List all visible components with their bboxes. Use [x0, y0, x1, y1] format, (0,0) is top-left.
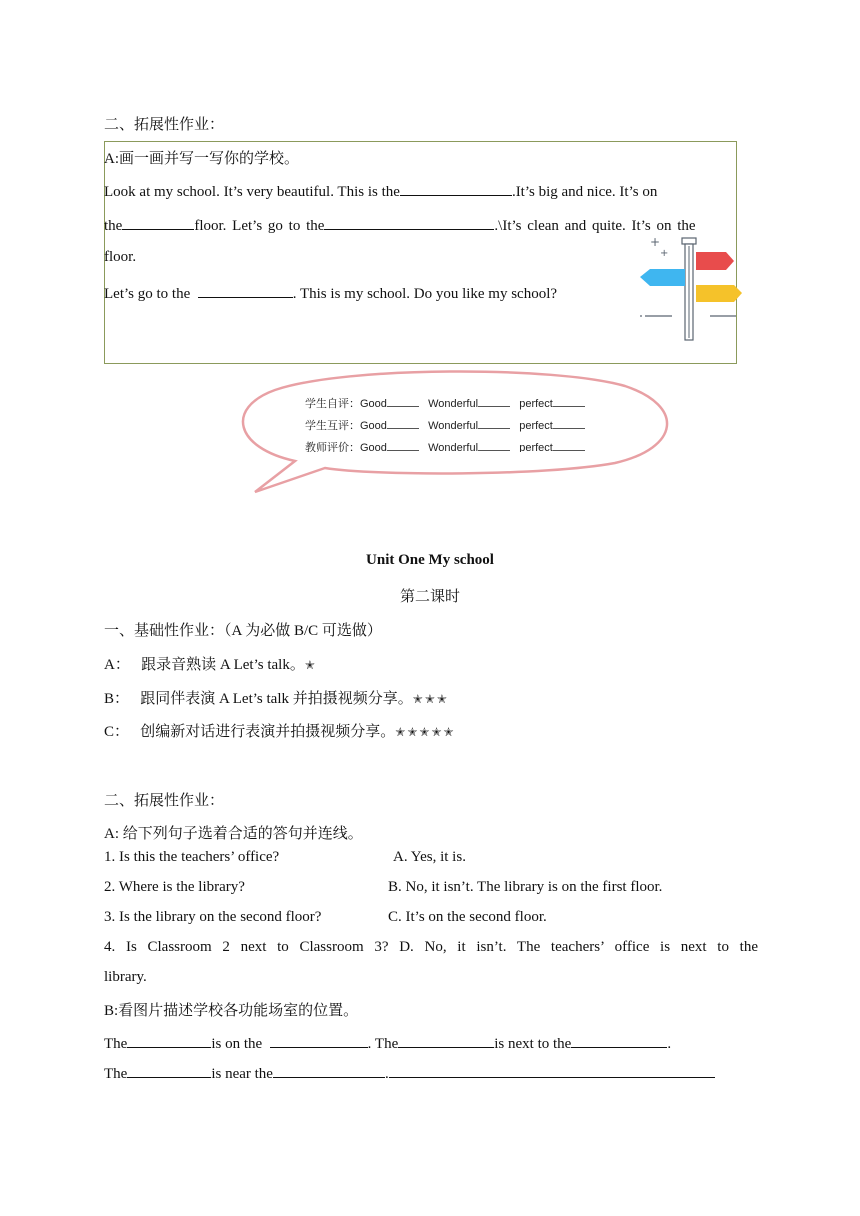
- evaluation-good: Good: [360, 398, 387, 410]
- box-line-1: [104, 181, 657, 201]
- box-line-4-text-a: Let’s go to the: [104, 286, 191, 302]
- basic-item-text: 创编新对话进行表演并拍摄视频分享。: [140, 724, 396, 740]
- describe-text: .: [667, 1036, 672, 1052]
- evaluation-blank[interactable]: [553, 418, 585, 429]
- speech-bubble: [225, 368, 673, 498]
- question-4: 4. Is Classroom 2 next to Classroom 3? D. No, it isn’t. The teachers’ office is next to the: [104, 939, 758, 955]
- evaluation-perfect: perfect: [519, 398, 553, 410]
- signpost-icon: [636, 232, 746, 344]
- blank-extra-sentence[interactable]: [389, 1063, 715, 1078]
- section-heading-basic: 一、基础性作业：（A 为必做 B/C 可选做）: [104, 623, 382, 639]
- question-1: 1. Is this the teachers’ office?: [104, 849, 280, 865]
- describe-text: is on the: [211, 1036, 263, 1052]
- evaluation-wonderful: Wonderful: [428, 420, 479, 432]
- box-line-2-text-c: .\It’s clean and quite. It’s on the: [494, 218, 696, 234]
- blank-line-2a[interactable]: [122, 215, 194, 230]
- evaluation-row-self: [305, 395, 585, 411]
- blank-room-4[interactable]: [127, 1063, 211, 1078]
- ext-task-b: B:看图片描述学校各功能场室的位置。: [104, 1003, 359, 1019]
- evaluation-good: Good: [360, 442, 387, 452]
- blank-room-3[interactable]: [571, 1033, 667, 1048]
- svg-text:+: +: [660, 248, 669, 259]
- box-task-a: A:画一画并写一写你的学校。: [104, 151, 300, 167]
- evaluation-blank[interactable]: [478, 418, 510, 429]
- blank-floor-1[interactable]: [270, 1033, 368, 1048]
- describe-text: is near the: [211, 1066, 273, 1082]
- blank-room-2[interactable]: [398, 1033, 494, 1048]
- question-4-cont: library.: [104, 969, 147, 985]
- evaluation-label: 教师评价：: [305, 442, 360, 452]
- evaluation-row-teacher: [305, 439, 585, 452]
- evaluation-blank[interactable]: [553, 396, 585, 407]
- describe-text: .: [384, 1066, 389, 1082]
- lesson-title: 第二课时: [399, 589, 460, 605]
- question-3: 3. Is the library on the second floor?: [104, 909, 322, 925]
- ext-task-a: A: 给下列句子选着合适的答句并连线。: [104, 826, 363, 842]
- answer-a: A. Yes, it is.: [393, 849, 466, 865]
- evaluation-blank[interactable]: [553, 440, 585, 451]
- blank-line-1[interactable]: [400, 181, 512, 196]
- evaluation-blank[interactable]: [387, 440, 419, 451]
- box-line-2-text-a: the: [104, 218, 123, 234]
- blank-room-1[interactable]: [127, 1033, 211, 1048]
- describe-text: The: [104, 1036, 128, 1052]
- answer-b: B. No, it isn’t. The library is on the first floor.: [388, 879, 663, 895]
- blank-line-4[interactable]: [198, 283, 293, 298]
- describe-text: . The: [367, 1036, 399, 1052]
- box-line-4-text-b: . This is my school. Do you like my school?: [292, 286, 558, 302]
- answer-c: C. It’s on the second floor.: [388, 909, 547, 925]
- evaluation-wonderful: Wonderful: [428, 398, 479, 410]
- evaluation-label: 学生自评：: [305, 398, 360, 410]
- evaluation-row-peer: [305, 417, 585, 433]
- evaluation-perfect: perfect: [519, 420, 553, 432]
- question-2: 2. Where is the library?: [104, 879, 245, 895]
- blank-line-2b[interactable]: [324, 215, 494, 230]
- evaluation-blank[interactable]: [387, 396, 419, 407]
- box-line-2-text-b: floor. Let’s go to the: [194, 218, 325, 234]
- basic-item-label: A：: [104, 657, 130, 673]
- star-icon: ✭✭✭✭✭: [395, 725, 456, 739]
- evaluation-wonderful: Wonderful: [428, 442, 479, 452]
- evaluation-label: 学生互评：: [305, 420, 360, 432]
- describe-line-1: [104, 1033, 671, 1053]
- star-icon: ✭✭✭: [412, 692, 449, 706]
- basic-item-text: 跟同伴表演 A Let’s talk 并拍摄视频分享。: [140, 691, 413, 707]
- section-heading-extension: 二、拓展性作业：: [104, 793, 225, 809]
- evaluation-blank[interactable]: [478, 396, 510, 407]
- basic-item-a: [104, 653, 317, 674]
- basic-item-label: C：: [104, 724, 130, 740]
- basic-item-label: B：: [104, 691, 130, 707]
- describe-text: is next to the: [494, 1036, 572, 1052]
- box-line-4: [104, 283, 557, 303]
- blank-room-5[interactable]: [273, 1063, 385, 1078]
- describe-line-2: [104, 1063, 715, 1083]
- unit-title: Unit One My school: [366, 552, 494, 568]
- evaluation-perfect: perfect: [519, 442, 553, 452]
- box-line-1-text-b: .It’s big and nice. It’s on: [511, 184, 658, 200]
- section-heading-extension-top: 二、拓展性作业：: [104, 117, 225, 133]
- box-line-1-text-a: Look at my school. It’s very beautiful. This is the: [104, 184, 400, 200]
- basic-item-b: [104, 687, 449, 708]
- evaluation-blank[interactable]: [478, 440, 510, 451]
- basic-item-c: [104, 720, 456, 741]
- evaluation-good: Good: [360, 420, 387, 432]
- star-icon: ✭: [304, 658, 317, 672]
- evaluation-blank[interactable]: [387, 418, 419, 429]
- basic-item-text: 跟录音熟读 A Let’s talk。: [141, 657, 305, 673]
- describe-text: The: [104, 1066, 128, 1082]
- box-line-3: floor.: [104, 249, 137, 265]
- svg-text:+: +: [650, 235, 661, 249]
